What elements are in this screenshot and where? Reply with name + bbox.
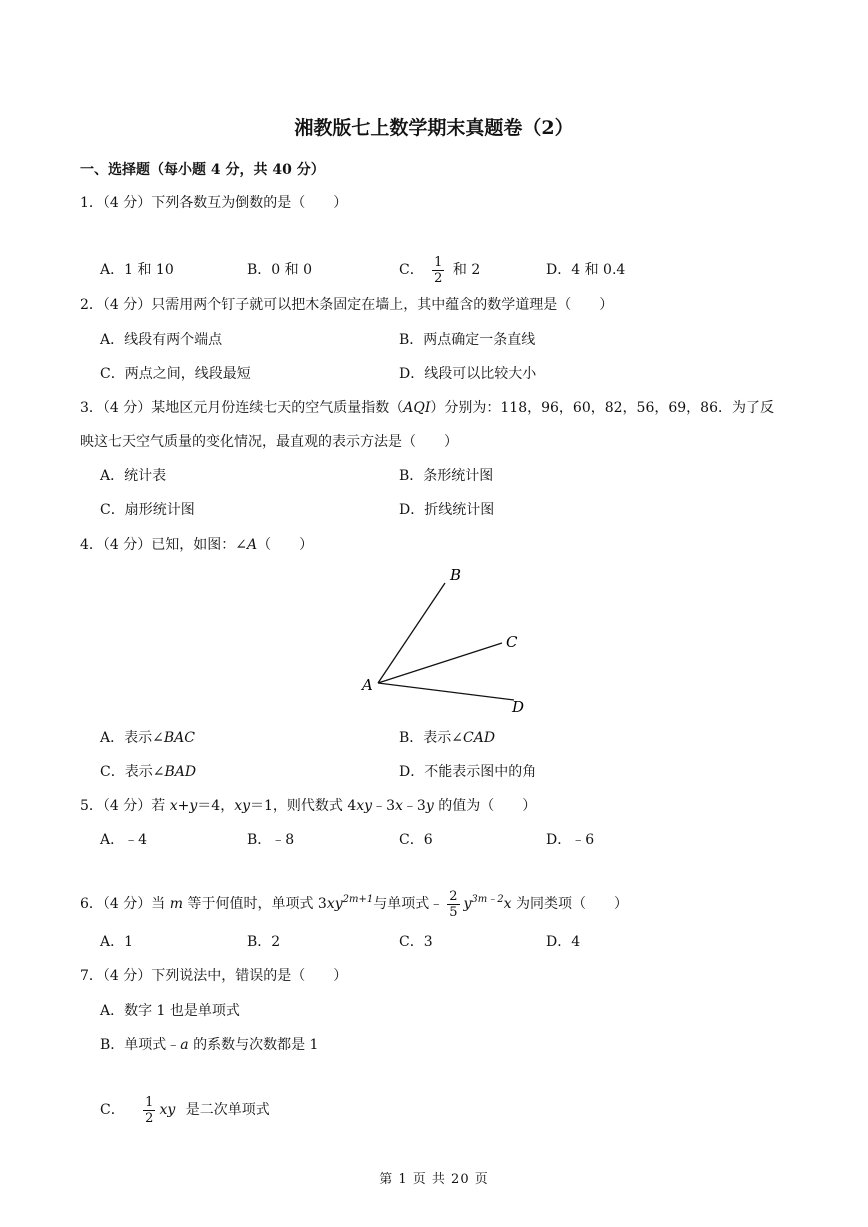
question-2-stem: 2．（4 分）只需用两个钉子就可以把木条固定在墙上，其中蕴含的数学道理是（ ） — [80, 297, 614, 313]
q6-text: 为同类项（ ） — [511, 896, 628, 912]
q5-var: x — [395, 798, 403, 814]
q5-var: xy — [234, 798, 251, 814]
q4-option-b — [399, 728, 495, 748]
fraction-denominator: 2 — [434, 270, 443, 286]
q6-var: xy — [326, 896, 343, 912]
q7-option-c — [100, 1086, 270, 1134]
q2-option-d: D．线段可以比较大小 — [399, 366, 537, 382]
question-3-stem — [80, 398, 774, 418]
q7-option-b-var: a — [180, 1037, 189, 1053]
question-7-stem: 7．（4 分）下列说法中，错误的是（ ） — [80, 968, 348, 984]
q3-stem-part: ）分别为：118，96，60，82，56，69，86．为了反 — [430, 400, 774, 416]
q4-option-c-text: C．表示∠ — [100, 764, 165, 780]
q4-stem-part: 4．（4 分）已知，如图：∠ — [80, 537, 247, 553]
q6-option-d: D．4 — [546, 934, 581, 950]
q4-option-c — [100, 762, 196, 782]
q5-var: xy — [356, 798, 373, 814]
point-label-c: C — [506, 633, 518, 651]
q5-text: ＝4， — [197, 798, 235, 814]
q7-option-c-text: 是二次单项式 — [185, 1102, 270, 1118]
q7-option-c-fraction — [143, 1095, 155, 1126]
q4-option-a-angle: BAC — [163, 730, 195, 746]
point-label-b: B — [450, 566, 462, 584]
question-3-stem-line2: 映这七天空气质量的变化情况，最直观的表示方法是（ ） — [80, 434, 458, 450]
q7-option-b-text: 的系数与次数都是 1 — [188, 1037, 319, 1053]
q5-text: 5．（4 分）若 — [80, 798, 170, 814]
q3-option-d: D．折线统计图 — [399, 502, 495, 518]
q5-text: 的值为（ ） — [433, 798, 537, 814]
q5-option-d: D．﹣6 — [546, 832, 595, 848]
q6-fraction — [447, 889, 459, 920]
point-label-d: D — [512, 698, 525, 716]
q1-option-b: B．0 和 0 — [247, 262, 313, 278]
ray-ab — [378, 583, 445, 683]
q2-option-b: B．两点确定一条直线 — [399, 332, 536, 348]
q3-stem-aqi: AQI — [403, 400, 431, 416]
q3-option-c: C．扇形统计图 — [100, 502, 195, 518]
q1-option-c-fraction — [432, 255, 444, 286]
q4-option-b-angle: CAD — [463, 730, 496, 746]
q6-exponent: 3m﹣2 — [471, 894, 504, 905]
point-label-a: A — [362, 676, 373, 694]
q5-option-c: C．6 — [399, 832, 433, 848]
q6-var: m — [169, 896, 183, 912]
q5-var: x — [169, 798, 178, 814]
q3-stem-part: 3．（4 分）某地区元月份连续七天的空气质量指数（ — [80, 400, 404, 416]
angle-diagram — [340, 560, 540, 720]
q3-option-b: B．条形统计图 — [399, 468, 494, 484]
ray-ac — [378, 643, 502, 683]
fraction-numerator: 1 — [434, 254, 443, 270]
q6-option-b: B．2 — [247, 934, 281, 950]
q4-option-b-text: B．表示∠ — [399, 730, 464, 746]
page-title: 湘教版七上数学期末真题卷（2） — [294, 117, 574, 139]
q7-option-a: A．数字 1 也是单项式 — [100, 1003, 240, 1019]
ray-ad — [378, 683, 514, 700]
q2-option-c: C．两点之间，线段最短 — [100, 366, 251, 382]
q4-option-d: D．不能表示图中的角 — [399, 764, 537, 780]
question-1-stem: 1．（4 分）下列各数互为倒数的是（ ） — [80, 195, 348, 211]
q1-option-c — [399, 246, 480, 294]
q4-option-a — [100, 728, 195, 748]
q7-option-c-var: xy — [159, 1102, 176, 1118]
q2-option-a: A．线段有两个端点 — [100, 332, 223, 348]
q6-text: 与单项式 — [373, 896, 430, 912]
q5-text: ＝1，则代数式 4 — [250, 798, 357, 814]
q6-option-c: C．3 — [399, 934, 433, 950]
question-6-stem — [80, 882, 628, 926]
q5-option-b: B．﹣8 — [247, 832, 295, 848]
q6-negative-sign: ﹣ — [429, 896, 444, 912]
q7-option-b — [100, 1035, 318, 1055]
q6-text: 6．（4 分）当 — [80, 896, 170, 912]
question-5-stem — [80, 796, 536, 816]
q4-option-c-angle: BAD — [164, 764, 197, 780]
q4-option-a-text: A．表示∠ — [100, 730, 164, 746]
q3-option-a: A．统计表 — [100, 468, 167, 484]
q6-var: x — [503, 896, 512, 912]
q1-option-d: D．4 和 0.4 — [546, 262, 626, 278]
q6-option-a: A．1 — [100, 934, 134, 950]
q6-text: 等于何值时，单项式 3 — [183, 896, 327, 912]
q4-stem-part: （ ） — [257, 537, 314, 553]
section-heading: 一、选择题（每小题 4 分，共 40 分） — [80, 162, 325, 178]
q7-option-b-text: B．单项式﹣ — [100, 1037, 181, 1053]
q5-text: ﹣3 — [372, 798, 396, 814]
q5-var: y — [425, 798, 434, 814]
fraction-denominator: 2 — [145, 1110, 154, 1126]
q5-var: y — [189, 798, 198, 814]
fraction-denominator: 5 — [449, 904, 458, 920]
q6-var: y — [463, 896, 472, 912]
q5-text: + — [177, 798, 190, 814]
q1-option-c-text: 和 2 — [452, 262, 481, 278]
fraction-numerator: 1 — [145, 1094, 154, 1110]
q5-option-a: A．﹣4 — [100, 832, 148, 848]
q1-option-a: A．1 和 10 — [100, 262, 174, 278]
q5-text: ﹣3 — [402, 798, 426, 814]
question-4-stem — [80, 535, 313, 555]
fraction-numerator: 2 — [449, 888, 458, 904]
q1-option-c-label: C． — [399, 262, 424, 278]
q6-exponent: 2m+1 — [342, 894, 374, 905]
page-footer: 第 1 页 共 20 页 — [379, 1172, 489, 1187]
q7-option-c-label: C． — [100, 1102, 125, 1118]
q4-stem-angle: A — [247, 537, 258, 553]
